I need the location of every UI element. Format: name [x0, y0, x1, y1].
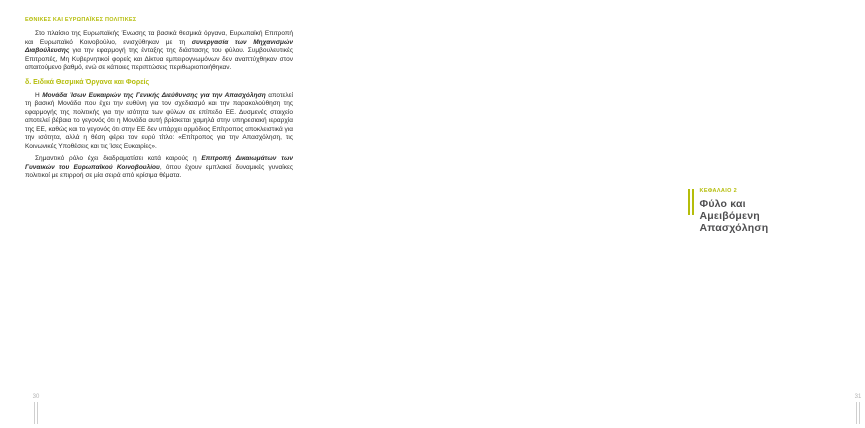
chapter-title: Φύλο και Αμειβόμενη Απασχόληση [699, 197, 769, 234]
chapter-text [700, 188, 769, 234]
paragraph-equal-opportunities-unit: Η Μονάδα Ίσων Ευκαιριών της Γενικής Διεύθυνσης για την Απασχόληση αποτελεί τη βασική Μονάδα που έχει την ευθύνη για τον σχεδιασμό και την παρακολούθηση της εφαρμογής της πολιτικής για την ισότητα των φύλων σε επίπεδο ΕΕ. Δυσμενές στοιχείο αποτελεί βέβαια το γεγονός ότι η Μονάδα αυτή βρίσκεται χαμηλά στην υπηρεσιακή ιεραρχία της ΕΕ, καθώς και το γεγονός ότι στην ΕΕ δεν υπάρχει αρμόδιος Επίτροπος αποκλειστικά για την ισότητα, αλλά η θέση φέρει τον ευρύ τίτλο: «Επίτροπος για την Απασχόληση, τις Κοινωνικές Υποθέσεις και τις Ίσες Ευκαιρίες». [25, 91, 293, 150]
paragraph-womens-rights-committee: Σημαντικό ρόλο έχει διαδραματίσει κατά καιρούς η Επιτροπή Δικαιωμάτων των Γυναικών του Ευρωπαϊκού Κοινοβουλίου, όπου έχουν εμπλακεί δυναμικές γυναίκες πολιτικοί με επιρροή σε μία σειρά από κρίσιμα θέματα. [25, 155, 293, 179]
folio-rule-decoration [34, 402, 38, 424]
body-text-column [25, 30, 293, 181]
section-heading: δ. Ειδικά Θεσμικά Όργανα και Φορείς [25, 78, 150, 86]
paragraph-eu-institutions: Στο πλαίσιο της Ευρωπαϊκής Ένωσης τα βασικά θεσμικά όργανα, Ευρωπαϊκή Επιτροπή και Ευρωπαϊκό Κοινοβούλιο, ενισχύθηκαν με τη συνεργασία των Μηχανισμών Διαβούλευσης για την εφαρμογή της ένταξης της διάστασης του φύλου. Συμβουλευτικές Επιτροπές, Μη Κυβερνητικοί φορείς και Δίκτυα εμπειρογνωμόνων δεν αναπτύχθηκαν στον απαιτούμενο βαθμό, ενώ σε κάποιες περιπτώσεις περιθωριοποιήθηκαν. [25, 30, 293, 71]
chapter-bars-decoration [688, 189, 694, 215]
chapter-heading-block [688, 188, 768, 234]
running-header: ΕΘΝΙΚΕΣ ΚΑΙ ΕΥΡΩΠΑΪΚΕΣ ΠΟΛΙΤΙΚΕΣ [25, 17, 137, 23]
folio-left [29, 394, 43, 424]
page-number-left: 30 [32, 394, 40, 400]
page-number-right: 31 [854, 394, 862, 400]
page-left [0, 0, 300, 428]
page-right [300, 0, 862, 428]
folio-right [851, 394, 865, 424]
chapter-label: ΚΕΦΑΛΑΙΟ 2 [699, 188, 738, 194]
folio-rule-decoration [856, 402, 860, 424]
